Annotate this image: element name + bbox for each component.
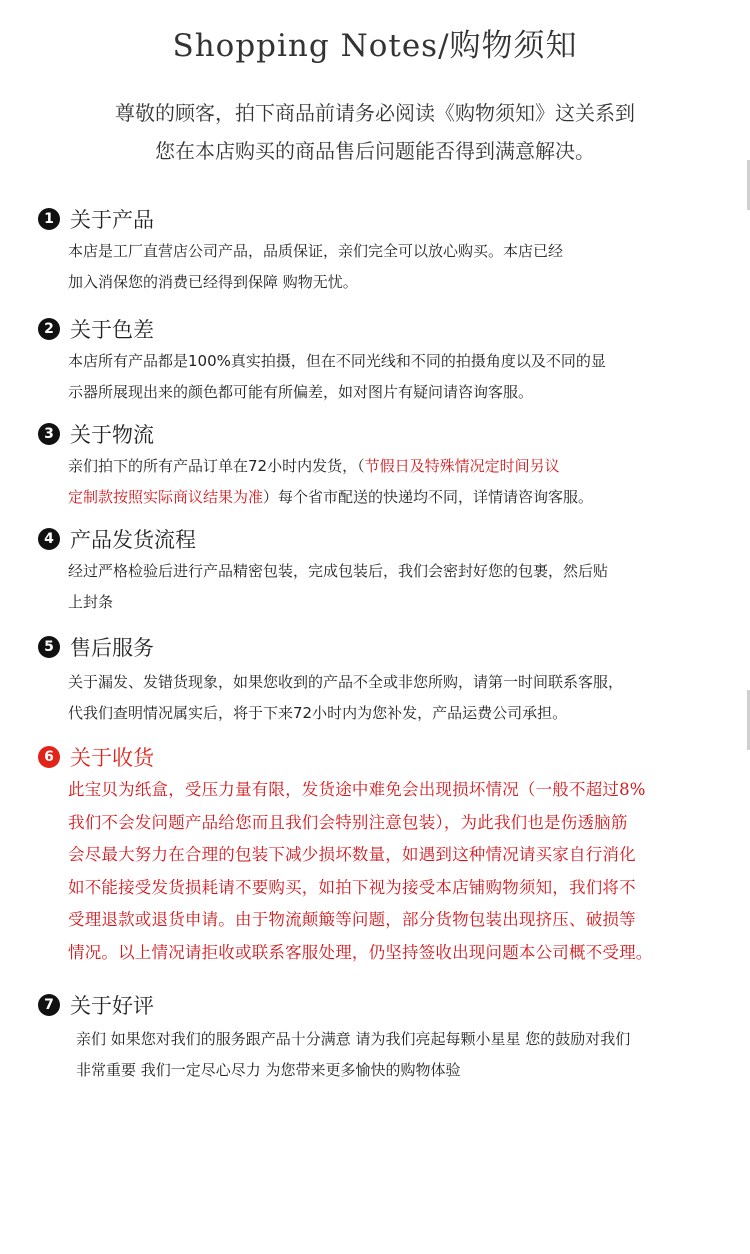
section-shipping-process [38, 524, 744, 618]
section-text-line: 非常重要 我们一定尽心尽力 为您带来更多愉快的购物体验 [76, 1061, 461, 1079]
section-text: ）每个省市配送的快递均不同，详情请咨询客服。 [263, 488, 594, 506]
section-reviews [38, 990, 744, 1086]
section-title: 售后服务 [70, 636, 154, 660]
highlight-text: 节假日及特殊情况定时间另议 [364, 457, 560, 475]
section-text-line: 情况。以上情况请拒收或联系客服处理，仍坚持签收出现问题本公司概不受理。 [68, 942, 653, 962]
section-color-difference [38, 314, 744, 408]
section-title: 关于色差 [70, 318, 154, 342]
section-title: 关于收货 [70, 746, 154, 770]
section-after-sales [38, 632, 744, 729]
number-badge-4: 4 [38, 528, 60, 550]
section-text-line: 本店所有产品都是100%真实拍摄，但在不同光线和不同的拍摄角度以及不同的显 [68, 352, 606, 370]
section-text-line: 本店是工厂直营店公司产品，品质保证，亲们完全可以放心购买。本店已经 [68, 242, 564, 260]
number-badge-3: 3 [38, 423, 60, 445]
number-badge-6: 6 [38, 746, 60, 768]
section-title: 产品发货流程 [70, 528, 196, 552]
section-text-line: 加入消保您的消费已经得到保障 购物无忧。 [68, 273, 358, 291]
number-badge-5: 5 [38, 636, 60, 658]
section-text-line: 经过严格检验后进行产品精密包装，完成包装后，我们会密封好您的包裹，然后贴 [68, 562, 609, 580]
section-text-line: 关于漏发、发错货现象，如果您收到的产品不全或非您所购，请第一时间联系客服， [68, 673, 624, 691]
page-title: Shopping Notes/购物须知 [172, 28, 578, 64]
section-title: 关于物流 [70, 423, 154, 447]
section-text-line: 受理退款或退货申请。由于物流颠簸等问题，部分货物包装出现挤压、破损等 [68, 910, 636, 929]
section-text-line: 代我们查明情况属实后，将于下来72小时内为您补发，产品运费公司承担。 [68, 704, 568, 722]
number-badge-1: 1 [38, 208, 60, 230]
intro-line-1: 尊敬的顾客，拍下商品前请务必阅读《购物须知》这关系到 [115, 101, 635, 125]
section-text-line: 亲们 如果您对我们的服务跟产品十分满意 请为我们亮起每颗小星星 您的鼓励对我们 [76, 1030, 631, 1048]
section-text: 亲们拍下的所有产品订单在72小时内发货，（ [68, 457, 365, 475]
section-text-line: 此宝贝为纸盒，受压力量有限，发货途中难免会出现损坏情况（一般不超过8% [68, 780, 646, 799]
section-receiving-goods [38, 742, 744, 969]
section-about-product [38, 204, 744, 298]
section-logistics [38, 419, 744, 513]
section-text-line: 如不能接受发货损耗请不要购买，如拍下视为接受本店铺购物须知，我们将不 [68, 877, 636, 897]
number-badge-2: 2 [38, 318, 60, 340]
section-title: 关于产品 [70, 208, 154, 232]
highlight-text: 定制款按照实际商议结果为准 [68, 488, 264, 506]
number-badge-7: 7 [38, 994, 60, 1016]
section-title: 关于好评 [70, 994, 154, 1018]
section-text-line: 上封条 [68, 593, 114, 611]
intro-line-2: 您在本店购买的商品售后问题能否得到满意解决。 [155, 139, 595, 163]
section-text-line: 示器所展现出来的颜色都可能有所偏差，如对图片有疑问请咨询客服。 [68, 383, 534, 401]
section-text-line: 我们不会发问题产品给您而且我们会特别注意包装），为此我们也是伤透脑筋 [68, 812, 628, 832]
section-text-line: 会尽最大努力在合理的包装下减少损坏数量，如遇到这种情况请买家自行消化 [68, 845, 636, 864]
